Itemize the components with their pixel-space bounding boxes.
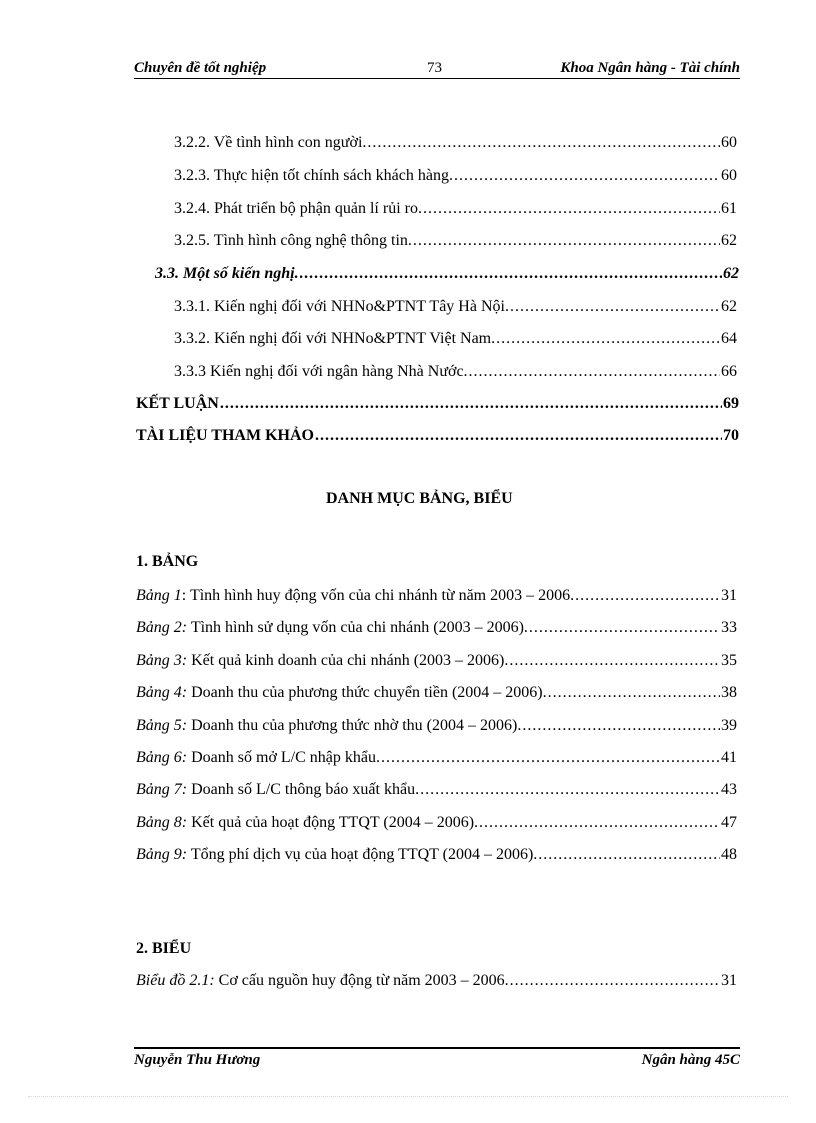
header-page-number: 73	[427, 60, 442, 76]
table-list-item[interactable]	[136, 617, 737, 639]
dot-leader	[220, 393, 722, 415]
dot-leader	[479, 812, 720, 834]
dot-leader	[509, 650, 720, 672]
label-separator: :	[181, 587, 190, 604]
footer-author: Nguyễn Thu Hương	[134, 1052, 261, 1068]
table-list-item[interactable]	[136, 844, 737, 866]
chart-list-item[interactable]	[136, 970, 737, 992]
page-footer	[134, 1047, 740, 1069]
chart-label: Biểu đồ 2.1:	[136, 972, 215, 989]
dot-leader	[522, 715, 720, 737]
table-page: 47	[721, 814, 737, 831]
table-list-item[interactable]	[136, 682, 737, 704]
table-page: 33	[721, 619, 737, 636]
dot-leader	[510, 296, 720, 318]
table-title: Tình hình huy động vốn của chi nhánh từ năm 2003 – 2006.	[189, 587, 575, 604]
table-title: Tổng phí dịch vụ của hoạt động TTQT (2004 – 2006).	[190, 846, 538, 863]
toc-entry-title: 3.3.1. Kiến nghị đối với NHNo&PTNT Tây Hà Nội.	[174, 298, 509, 315]
table-list-item[interactable]	[136, 585, 737, 607]
dot-leader	[454, 165, 720, 187]
toc-entry-title: 3.2.3. Thực hiện tốt chính sách khách hàng.	[174, 167, 453, 184]
dot-leader	[315, 425, 722, 447]
table-list-item[interactable]	[136, 747, 737, 769]
list-title: DANH MỤC BẢNG, BIỂU	[326, 490, 513, 507]
dot-leader	[420, 779, 720, 801]
chart-page: 31	[721, 972, 737, 989]
page-header	[134, 56, 740, 79]
table-list-item[interactable]	[136, 650, 737, 672]
table-title: Doanh thu của phương thức chuyển tiền (2004 – 2006).	[191, 684, 547, 701]
toc-entry-page: 69	[723, 395, 739, 412]
toc-entry[interactable]	[174, 132, 737, 154]
dot-leader	[423, 198, 720, 220]
toc-entry-page: 62	[723, 265, 739, 282]
header-faculty: Khoa Ngân hàng - Tài chính	[560, 60, 740, 76]
table-title: Tình hình sử dụng vốn của chi nhánh (2003 – 2006).	[190, 619, 528, 636]
toc-section-entry[interactable]	[155, 263, 739, 285]
toc-entry-title: 3.3.2. Kiến nghị đối với NHNo&PTNT Việt Nam.	[174, 330, 496, 347]
toc-entry-page: 62	[721, 298, 737, 315]
toc-entry-title: 3.2.5. Tình hình công nghệ thông tin.	[174, 232, 412, 249]
table-list-item[interactable]	[136, 715, 737, 737]
toc-entry-title: 3.2.4. Phát triển bộ phận quản lí rủi ro.	[174, 200, 422, 217]
dot-leader	[381, 747, 720, 769]
toc-entry[interactable]	[174, 230, 737, 252]
table-list-item[interactable]	[136, 812, 737, 834]
table-label: Bảng 4:	[136, 684, 188, 701]
table-title: Doanh số L/C thông báo xuất khẩu.	[191, 781, 420, 798]
footer-class: Ngân hàng 45C	[641, 1052, 740, 1068]
table-label: Bảng 7:	[136, 781, 188, 798]
table-page: 41	[721, 749, 737, 766]
toc-chapter-entry[interactable]	[136, 393, 739, 415]
toc-entry[interactable]	[174, 165, 737, 187]
dot-leader	[496, 328, 720, 350]
toc-entry-page: 61	[721, 200, 737, 217]
table-label: Bảng 5:	[136, 717, 188, 734]
toc-entry-page: 60	[721, 134, 737, 151]
tables-heading: 1. BẢNG	[136, 553, 199, 570]
chart-title: Cơ cấu nguồn huy động từ năm 2003 – 2006.	[218, 972, 509, 989]
dot-leader	[529, 617, 720, 639]
table-list-item[interactable]	[136, 779, 737, 801]
toc-entry-title: 3.2.2. Về tình hình con người.	[174, 134, 367, 151]
toc-entry[interactable]	[174, 361, 737, 383]
header-document-type: Chuyên đề tốt nghiệp	[134, 60, 267, 76]
dot-leader	[548, 682, 720, 704]
dot-leader	[413, 230, 720, 252]
toc-entry-page: 66	[721, 363, 737, 380]
toc-entry-page: 70	[723, 427, 739, 444]
table-page: 43	[721, 781, 737, 798]
table-label: Bảng 2:	[136, 619, 188, 636]
charts-heading: 2. BIỂU	[136, 940, 192, 957]
table-label: Bảng 8:	[136, 814, 188, 831]
toc-entry-title: 3.3.3 Kiến nghị đối với ngân hàng Nhà Nước.	[174, 363, 468, 380]
toc-entry-page: 64	[721, 330, 737, 347]
toc-entry[interactable]	[174, 296, 737, 318]
dot-leader	[538, 844, 720, 866]
toc-entry-page: 60	[721, 167, 737, 184]
toc-entry-title: 3.3. Một số kiến nghị.	[155, 265, 299, 282]
table-label: Bảng 3:	[136, 652, 188, 669]
table-page: 31	[721, 587, 737, 604]
table-page: 39	[721, 717, 737, 734]
table-label: Bảng 1	[136, 587, 182, 604]
table-label: Bảng 6:	[136, 749, 188, 766]
table-page: 35	[721, 652, 737, 669]
table-page: 38	[721, 684, 737, 701]
dot-leader	[300, 263, 722, 285]
table-title: Kết quả kinh doanh của chi nhánh (2003 – 2006).	[191, 652, 509, 669]
dot-leader	[575, 585, 720, 607]
toc-entry[interactable]	[174, 198, 737, 220]
dot-leader	[510, 970, 720, 992]
toc-entry-title: TÀI LIỆU THAM KHẢO	[136, 427, 314, 444]
table-page: 48	[721, 846, 737, 863]
dot-leader	[469, 361, 720, 383]
table-label: Bảng 9:	[136, 846, 188, 863]
toc-entry[interactable]	[174, 328, 737, 350]
toc-entry-page: 62	[721, 232, 737, 249]
dot-leader	[367, 132, 720, 154]
table-title: Doanh số mở L/C nhập khẩu.	[191, 749, 380, 766]
toc-chapter-entry[interactable]	[136, 425, 739, 447]
page-bottom-divider	[28, 1096, 788, 1097]
toc-entry-title: KẾT LUẬN	[136, 395, 219, 412]
table-title: Doanh thu của phương thức nhờ thu (2004 – 2006).	[191, 717, 522, 734]
table-title: Kết quả của hoạt động TTQT (2004 – 2006).	[191, 814, 479, 831]
